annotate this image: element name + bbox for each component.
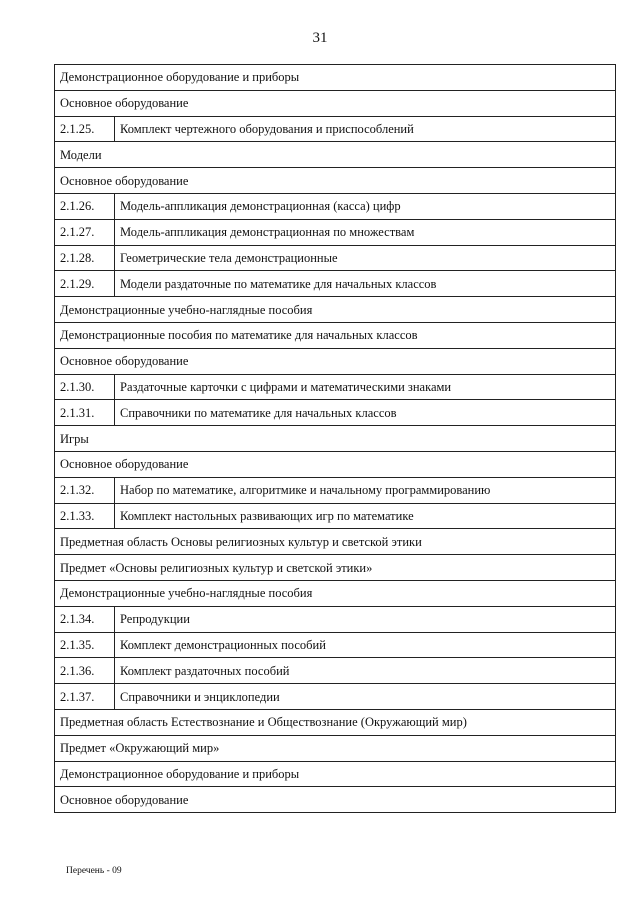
table-row-section [55, 580, 616, 606]
item-number-cell: 2.1.33. [55, 503, 115, 529]
item-name-cell: Комплект чертежного оборудования и приспособлений [115, 116, 616, 142]
table-row-item [55, 684, 616, 710]
table-row-item [55, 374, 616, 400]
item-name-cell: Набор по математике, алгоритмике и начальному программированию [115, 477, 616, 503]
section-heading-cell: Игры [55, 426, 616, 452]
section-heading-cell: Предмет «Окружающий мир» [55, 735, 616, 761]
item-number-cell: 2.1.36. [55, 658, 115, 684]
section-heading-cell: Основное оборудование [55, 168, 616, 194]
equipment-table [54, 64, 616, 813]
table-row-section [55, 787, 616, 813]
item-number-cell: 2.1.35. [55, 632, 115, 658]
table-body [55, 65, 616, 813]
section-heading-cell: Модели [55, 142, 616, 168]
item-number-cell: 2.1.29. [55, 271, 115, 297]
item-name-cell: Репродукции [115, 606, 616, 632]
item-number-cell: 2.1.37. [55, 684, 115, 710]
item-name-cell: Геометрические тела демонстрационные [115, 245, 616, 271]
table-row-item [55, 632, 616, 658]
table-row-section [55, 168, 616, 194]
item-name-cell: Комплект демонстрационных пособий [115, 632, 616, 658]
section-heading-cell: Предметная область Основы религиозных культур и светской этики [55, 529, 616, 555]
section-heading-cell: Демонстрационное оборудование и приборы [55, 65, 616, 91]
table-row-section [55, 735, 616, 761]
section-heading-cell: Основное оборудование [55, 90, 616, 116]
table-row-item [55, 400, 616, 426]
item-number-cell: 2.1.30. [55, 374, 115, 400]
table-row-item [55, 658, 616, 684]
table-row-section [55, 555, 616, 581]
section-heading-cell: Основное оборудование [55, 348, 616, 374]
table-row-item [55, 193, 616, 219]
section-heading-cell: Демонстрационные учебно-наглядные пособия [55, 297, 616, 323]
section-heading-cell: Основное оборудование [55, 787, 616, 813]
section-heading-cell: Демонстрационные пособия по математике для начальных классов [55, 322, 616, 348]
table-row-section [55, 348, 616, 374]
item-number-cell: 2.1.26. [55, 193, 115, 219]
section-heading-cell: Предметная область Естествознание и Обществознание (Окружающий мир) [55, 709, 616, 735]
item-number-cell: 2.1.34. [55, 606, 115, 632]
table-row-item [55, 116, 616, 142]
item-number-cell: 2.1.25. [55, 116, 115, 142]
table-row-section [55, 297, 616, 323]
table-row-item [55, 245, 616, 271]
table-row-item [55, 271, 616, 297]
table-row-section [55, 142, 616, 168]
table-row-section [55, 529, 616, 555]
table-row-item [55, 219, 616, 245]
item-name-cell: Модель-аппликация демонстрационная (касса) цифр [115, 193, 616, 219]
item-name-cell: Комплект настольных развивающих игр по математике [115, 503, 616, 529]
item-number-cell: 2.1.28. [55, 245, 115, 271]
section-heading-cell: Демонстрационные учебно-наглядные пособия [55, 580, 616, 606]
section-heading-cell: Предмет «Основы религиозных культур и светской этики» [55, 555, 616, 581]
table-row-item [55, 503, 616, 529]
table-row-section [55, 761, 616, 787]
item-number-cell: 2.1.31. [55, 400, 115, 426]
table-row-section [55, 426, 616, 452]
table-row-item [55, 477, 616, 503]
item-number-cell: 2.1.27. [55, 219, 115, 245]
footer-label: Перечень - 09 [66, 866, 122, 876]
table-row-item [55, 606, 616, 632]
table-row-section [55, 65, 616, 91]
item-number-cell: 2.1.32. [55, 477, 115, 503]
item-name-cell: Модель-аппликация демонстрационная по множествам [115, 219, 616, 245]
item-name-cell: Справочники и энциклопедии [115, 684, 616, 710]
item-name-cell: Модели раздаточные по математике для начальных классов [115, 271, 616, 297]
table-row-section [55, 451, 616, 477]
table-row-section [55, 90, 616, 116]
item-name-cell: Раздаточные карточки с цифрами и математическими знаками [115, 374, 616, 400]
table-row-section [55, 322, 616, 348]
page-number: 31 [312, 30, 328, 46]
section-heading-cell: Основное оборудование [55, 451, 616, 477]
item-name-cell: Справочники по математике для начальных классов [115, 400, 616, 426]
table-row-section [55, 709, 616, 735]
item-name-cell: Комплект раздаточных пособий [115, 658, 616, 684]
section-heading-cell: Демонстрационное оборудование и приборы [55, 761, 616, 787]
